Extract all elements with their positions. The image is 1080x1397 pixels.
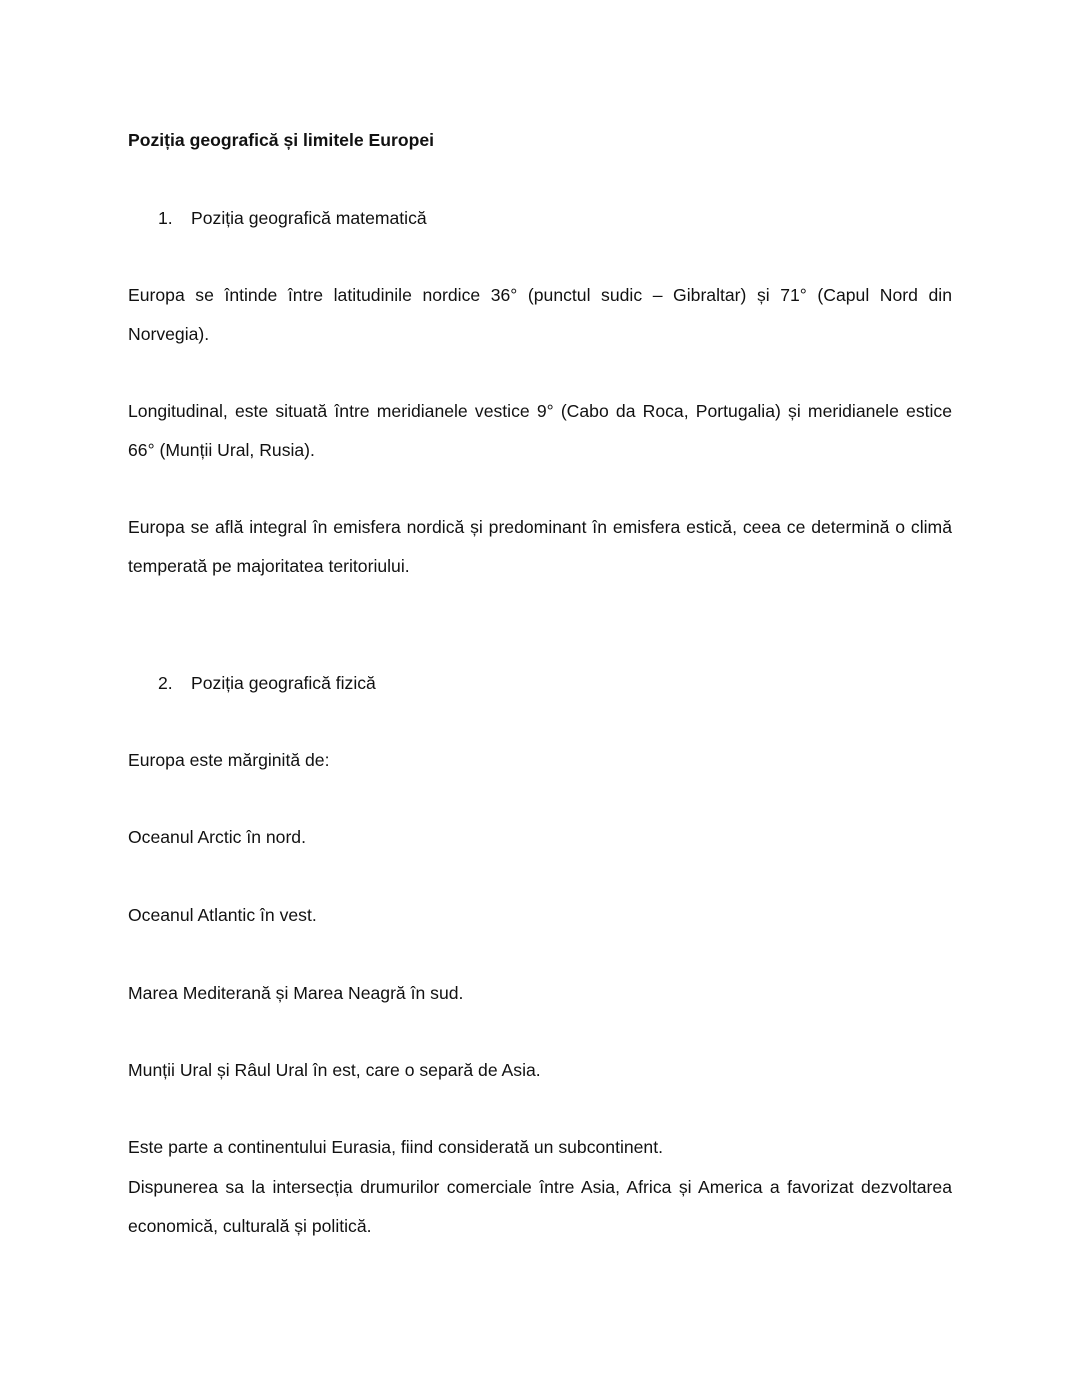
section-heading-text: Poziția geografică fizică — [191, 673, 376, 693]
paragraph: Europa se află integral în emisfera nordică și predominant în emisfera estică, ceea ce determină o climă temperată pe majoritatea teritoriului. — [128, 517, 952, 576]
document-title: Poziția geografică și limitele Europei — [128, 130, 435, 150]
paragraph: Europa este mărginită de: — [128, 750, 330, 770]
paragraph: Longitudinal, este situată între meridianele vestice 9° (Cabo da Roca, Portugalia) și meridianele estice 66° (Munții Ural, Rusia). — [128, 401, 952, 460]
list-number: 2. — [158, 673, 173, 693]
border-item: Oceanul Atlantic în vest. — [128, 905, 317, 925]
section-heading-text: Poziția geografică matematică — [191, 208, 427, 228]
paragraph: Dispunerea sa la intersecția drumurilor comerciale între Asia, Africa și America a favorizat dezvoltarea economică, culturală și politică. — [128, 1177, 952, 1236]
border-item: Marea Mediterană și Marea Neagră în sud. — [128, 983, 464, 1003]
border-item: Munții Ural și Râul Ural în est, care o separă de Asia. — [128, 1060, 541, 1080]
paragraph: Europa se întinde între latitudinile nordice 36° (punctul sudic – Gibraltar) și 71° (Capul Nord din Norvegia). — [128, 285, 952, 344]
border-item: Oceanul Arctic în nord. — [128, 827, 306, 847]
paragraph: Este parte a continentului Eurasia, fiind considerată un subcontinent. — [128, 1137, 663, 1157]
list-number: 1. — [158, 208, 173, 228]
section-heading-1 — [158, 199, 982, 238]
section-heading-2 — [158, 664, 982, 703]
